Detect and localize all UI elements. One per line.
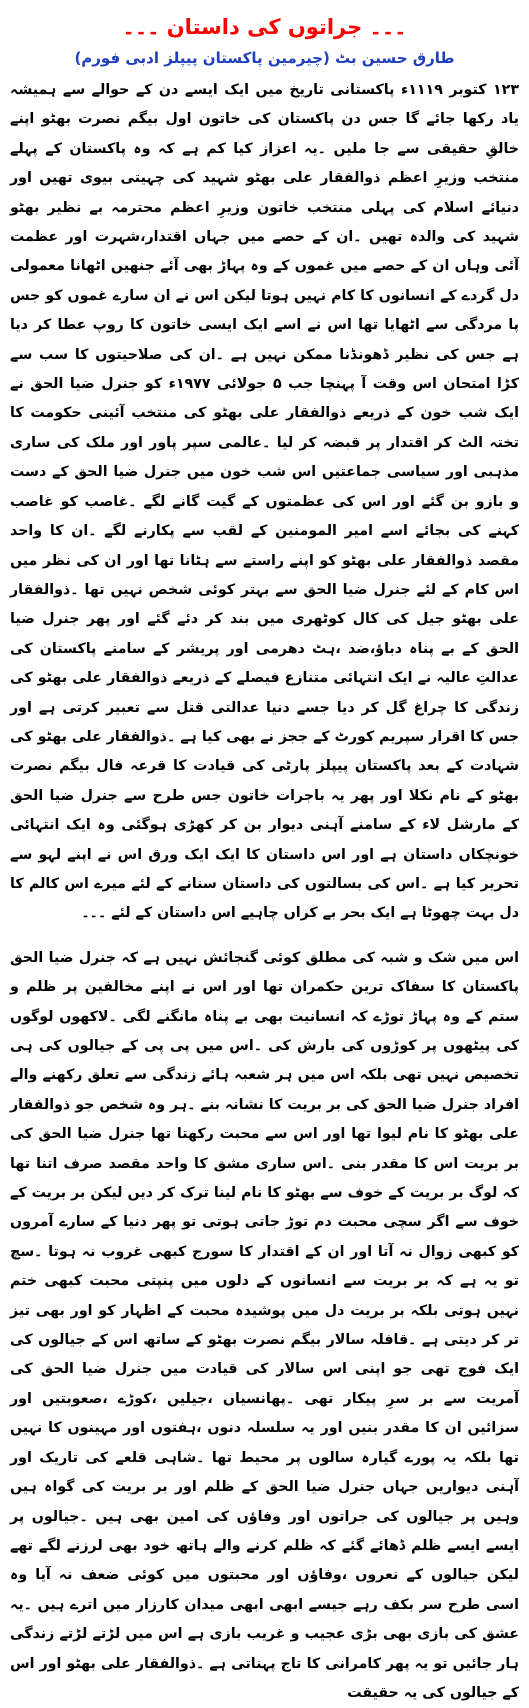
article-paragraph-1: ۱۲۳ کتوبر ۱۱۱۹ء پاکستانی تاریخ میں ایک ایسے دن کے حوالے سے ہمیشہ یاد رکھا جائے گا جس دن پاکستان کی خاتون اول بیگم نصرت بھٹو اپنے خالقِ حقیقی سے جا ملیں ۔یہ اعزاز کیا کم ہے کہ وہ پاکستان کے پہلے منتخب وزیرِ اعظم ذوالفقار علی بھٹو شہید کی چہیتی بیوی تھیں اور دنیائے اسلام کی پہلی منتخب خاتون وزیرِ اعظم محترمہ بے نظیر بھٹو شہید کی والدہ تھیں ۔ان کے حصے میں جہاں اقتدار،شہرت اور عظمت آئی وہاں ان کے حصے میں غموں کے وہ پہاڑ بھی آئے جنھیں اٹھانا معمولی دل گردے کے انسانوں کا کام نہیں ہوتا لیکن اس نے ان سارے غموں کو جس پا مردگی سے اٹھایا تھا اس نے اسے ایک ایسی خاتون کا روپ عطا کر دیا ہے جس کی نظیر ڈھونڈنا ممکن نہیں ہے ۔ان کی صلاحیتوں کا سب سے کڑا امتحان اس وقت آ پہنچا جب ۵ جولائی ۱۹۷۷ء کو جنرل ضیا الحق نے ایک شب خون کے ذریعے ذوالفقار علی بھٹو کی منتخب آئینی حکومت کا تختہ الٹ کر اقتدار پر قبضہ کر لیا ۔عالمی سپر پاور اور ملک کی ساری مذہبی اور سیاسی جماعتیں اس شب خون میں جنرل ضیا الحق کے دست و بازو بن گئے اور اس کی عظمتوں کے گیت گانے لگے ۔غاصب کو غاصب کہنے کی بجائے اسے امیر المومنین کے لقب سے پکارنے لگے ۔ان کا واحد مقصد ذوالفقار علی بھٹو کو اپنے راستے سے ہٹانا تھا اور ان کی نظر میں اس کام کے لئے جنرل ضیا الحق سے بہتر کوئی شخص نہیں تھا ۔ذوالفقار علی بھٹو جیل کی کال کوٹھری میں بند کر دئے گئے اور پھر جنرل ضیا الحق کے بے پناہ دباؤ،ضد ،ہٹ دھرمی اور پریشر کے سامنے پاکستان کی عدالتِ عالیہ نے ایک انتہائی متنازع فیصلے کے ذریعے ذوالفقار علی بھٹو کی زندگی کا چراغ گل کر دیا جسے دنیا عدالتی قتل سے تعبیر کرتی ہے اور جس کا اقرار سپریم کورٹ کے ججز نے بھی کیا ہے ۔ذوالفقار علی بھٹو کی شہادت کے بعد پاکستان پیپلز پارٹی کی قیادت کا قرعہ فال بیگم نصرت بھٹو کے نام نکلا اور پھر یہ باجرات خاتون جس طرح سے جنرل ضیا الحق کے مارشل لاء کے سامنے آہنی دیوار بن کر کھڑی ہوگئی وہ ایک انتہائی خونچکاں داستان ہے اور اس داستان کا ایک ایک ورق اس نے اپنے لہو سے تحریر کیا ہے ۔اس کی بسالتوں کی داستان سنانے کے لئے میرے اس کالم کا دل بہت چھوٹا ہے ایک بحر بے کراں چاہیے اس داستان کے لئے ۔۔۔ bbox=[10, 82, 519, 922]
article-title: ۔۔۔ جراتوں کی داستان ۔۔۔ bbox=[122, 15, 407, 39]
article-paragraph-2: اس میں شک و شبہ کی مطلق کوئی گنجائش نہیں ہے کہ جنرل ضیا الحق پاکستان کا سفاک ترین حکمران تھا اور اس نے اپنے مخالفین پر ظلم و ستم کے وہ پہاڑ توڑے کہ انسانیت بھی بے پناہ مانگنے لگی ۔لاکھوں لوگوں کی پیٹھوں پر کوڑوں کی بارش کی ۔اس میں پی پی کے جیالوں کی ہی تخصیص نہیں تھی بلکہ اس میں ہر شعبہ ہائے زندگی سے تعلق رکھنے والے افراد جنرل ضیا الحق کی بر بریت کا نشانہ بنے ۔ہر وہ شخص جو ذوالفقار علی بھٹو کا نام لیوا تھا اور اس سے محبت رکھتا تھا جنرل ضیا الحق کی بر بریت اس کا مقدر بنی ۔اس ساری مشق کا واحد مقصد صرف اتنا تھا کہ لوگ بر بریت کے خوف سے بھٹو کا نام لینا ترک کر دیں لیکن بر بریت کے خوف سے اگر سچی محبت دم توڑ جاتی ہوتی تو پھر دنیا کے سارے آمروں کو کبھی زوال نہ آتا اور ان کے اقتدار کا سورج کبھی غروب نہ ہوتا ۔سچ تو یہ ہے کہ بر بریت سے انسانوں کے دلوں میں پنپتی محبت کبھی ختم نہیں ہوتی بلکہ بر بریت دل میں پوشیدہ محبت کے اظہار کو اور بھی تیز تر کر دیتی ہے ۔قافلہ سالار بیگم نصرت بھٹو کے ساتھ اس کے جیالوں کی ایک فوج تھی جو اپنی اس سالار کی قیادت میں جنرل ضیا الحق کی آمریت سے بر سرِ پیکار تھی ۔پھانسیاں ،جیلیں ،کوڑے ،صعوبتیں اور سزائیں ان کا مقدر بنیں اور یہ سلسلہ دنوں ،ہفتوں اور مہینوں کا نہیں تھا بلکہ یہ پورے گیارہ سالوں پر محیط تھا ۔شاہی قلعے کی تاریک اور آہنی دیواریں جہاں جنرل ضیا الحق کے ظلم اور بر بریت کی گواہ ہیں وہیں پر جیالوں کی جراتوں اور وفاؤں کی امین بھی ہیں ۔جیالوں پر ایسے ایسے ظلم ڈھائے گئے کہ ظلم کرنے والے ہاتھ خود بھی لرزنے لگے تھے لیکن جیالوں کے نعروں ،وفاؤں اور محبتوں میں کوئی ضعف نہ آیا وہ اسی طرح سر بکف رہے جیسے ابھی ابھی میدان کارزار میں اترے ہیں ۔یہ عشق کی بازی بھی بڑی عجیب و غریب بازی ہے اس میں لڑتے لڑتے زندگی ہار جائیں تو یہ پھر کامرانی کا تاج پہناتی ہے ۔ذوالفقار علی بھٹو اور اس کے جیالوں کی یہ حقیقت bbox=[10, 949, 519, 1701]
article-byline: طارق حسین بٹ (چیرمین پاکستان پیپلز ادبی فورم) bbox=[74, 49, 455, 67]
